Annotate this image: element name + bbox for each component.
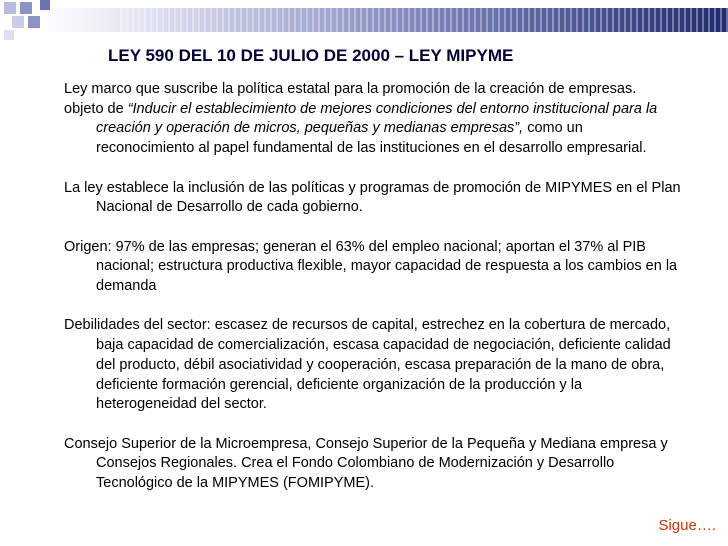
header-stripe (210, 8, 212, 32)
header-stripe (348, 8, 350, 32)
header-stripe (474, 8, 476, 32)
header-stripe (570, 8, 572, 32)
header-stripe (300, 8, 302, 32)
header-stripe (414, 8, 416, 32)
header-stripe (534, 8, 536, 32)
header-stripe (510, 8, 512, 32)
header-stripe (192, 8, 194, 32)
header-stripe (174, 8, 176, 32)
header-stripe (486, 8, 488, 32)
header-stripe (240, 8, 242, 32)
header-stripe (324, 8, 326, 32)
header-stripe (696, 8, 698, 32)
header-stripe (312, 8, 314, 32)
header-stripe (618, 8, 620, 32)
header-stripe (666, 8, 668, 32)
header-stripe (450, 8, 452, 32)
header-stripe (576, 8, 578, 32)
header-stripe (438, 8, 440, 32)
header-stripe (708, 8, 710, 32)
header-stripe (540, 8, 542, 32)
header-stripe (342, 8, 344, 32)
header-stripe (642, 8, 644, 32)
paragraph-inclusion: La ley establece la inclusión de las políticas y programas de promoción de MIPYMES en el Plan Nacional de Desarrollo de cada gobierno. (64, 179, 681, 216)
header-stripe (222, 8, 224, 32)
header-stripe (198, 8, 200, 32)
header-stripe (702, 8, 704, 32)
paragraph-objeto (64, 100, 682, 159)
header-stripe (504, 8, 506, 32)
continue-link[interactable]: Sigue…. (658, 517, 716, 534)
header-stripe (516, 8, 518, 32)
paragraph-debilidades: Debilidades del sector: escasez de recursos de capital, estrechez en la cobertura de mercado, baja capacidad de comercialización, escasa capacidad de negociación, deficiente calidad del producto, débil asociatividad y cooperación, escasa preparación de la mano de obra, deficiente formación gerencial, deficiente organización de la producción y la heterogeneidad del sector. (64, 317, 671, 413)
header-stripe (648, 8, 650, 32)
header-stripe (150, 8, 152, 32)
header-stripe (330, 8, 332, 32)
header-stripe (216, 8, 218, 32)
objeto-quote: “Inducir el establecimiento de mejores condiciones del entorno institucional para la creación y operación de micros, pequeñas y medianas empresas”, (96, 100, 658, 137)
header-stripe (396, 8, 398, 32)
header-stripe (378, 8, 380, 32)
header-stripe (126, 8, 128, 32)
header-stripe (228, 8, 230, 32)
header-stripe (522, 8, 524, 32)
header-stripe (288, 8, 290, 32)
objeto-lead: objeto de (64, 100, 128, 117)
header-stripe (630, 8, 632, 32)
header-stripe (654, 8, 656, 32)
header-stripe (660, 8, 662, 32)
header-stripe (594, 8, 596, 32)
header-stripe (282, 8, 284, 32)
header-stripe (672, 8, 674, 32)
header-stripe (366, 8, 368, 32)
header-stripe (558, 8, 560, 32)
header-stripe (258, 8, 260, 32)
header-stripe (432, 8, 434, 32)
header-stripe (318, 8, 320, 32)
header-stripe (462, 8, 464, 32)
header-stripe (546, 8, 548, 32)
header-stripe (552, 8, 554, 32)
header-stripe (270, 8, 272, 32)
header-stripe (180, 8, 182, 32)
deco-square (12, 16, 24, 28)
header-stripe (354, 8, 356, 32)
header-stripe (252, 8, 254, 32)
header-stripe (606, 8, 608, 32)
header-stripe (294, 8, 296, 32)
header-stripe (402, 8, 404, 32)
header-stripe (408, 8, 410, 32)
header-stripe (390, 8, 392, 32)
slide-body (64, 80, 682, 494)
header-stripe (372, 8, 374, 32)
paragraph-ley-marco: Ley marco que suscribe la política estatal para la promoción de la creación de empresas. (64, 81, 637, 97)
header-stripe (564, 8, 566, 32)
header-stripe (456, 8, 458, 32)
deco-square (4, 2, 16, 14)
header-stripe (138, 8, 140, 32)
header-stripe (336, 8, 338, 32)
header-stripe (204, 8, 206, 32)
header-stripe (498, 8, 500, 32)
header-stripe (420, 8, 422, 32)
header-stripe (612, 8, 614, 32)
paragraph-consejos: Consejo Superior de la Microempresa, Consejo Superior de la Pequeña y Mediana empresa y Consejos Regionales. Crea el Fondo Colombiano de Modernización y Desarrollo Tecnológico de la MIPYMES (FOMIPYME). (64, 435, 668, 491)
paragraph-origen: Origen: 97% de las empresas; generan el 63% del empleo nacional; aportan el 37% al PIB nacional; estructura productiva flexible, mayor capacidad de respuesta a los cambios en la demanda (64, 238, 678, 294)
header-stripe (624, 8, 626, 32)
header-stripe (636, 8, 638, 32)
decorative-header-band (0, 0, 728, 44)
header-stripe (306, 8, 308, 32)
header-stripe (360, 8, 362, 32)
header-stripe (168, 8, 170, 32)
slide-title: LEY 590 DEL 10 DE JULIO DE 2000 – LEY MIPYME (108, 46, 514, 65)
header-stripe (234, 8, 236, 32)
header-stripe (678, 8, 680, 32)
header-stripe (714, 8, 716, 32)
header-stripe (384, 8, 386, 32)
header-stripe (492, 8, 494, 32)
header-stripe (468, 8, 470, 32)
header-stripe (690, 8, 692, 32)
header-stripe (246, 8, 248, 32)
header-stripe (582, 8, 584, 32)
header-stripe (426, 8, 428, 32)
header-stripe (276, 8, 278, 32)
header-stripe (264, 8, 266, 32)
header-stripe (120, 8, 122, 32)
header-stripe (144, 8, 146, 32)
deco-square (20, 2, 32, 14)
deco-square (4, 30, 14, 40)
header-stripe (132, 8, 134, 32)
header-stripe (720, 8, 722, 32)
header-stripe (186, 8, 188, 32)
deco-square (28, 16, 40, 28)
header-stripe (480, 8, 482, 32)
header-stripe (684, 8, 686, 32)
header-stripe (588, 8, 590, 32)
header-stripe (156, 8, 158, 32)
deco-square (40, 0, 50, 10)
header-stripe (444, 8, 446, 32)
header-stripe (600, 8, 602, 32)
header-stripe (162, 8, 164, 32)
header-stripe (528, 8, 530, 32)
objeto-tail: como un reconocimiento al papel fundamental de las instituciones en el desarrollo empresarial. (96, 120, 647, 157)
